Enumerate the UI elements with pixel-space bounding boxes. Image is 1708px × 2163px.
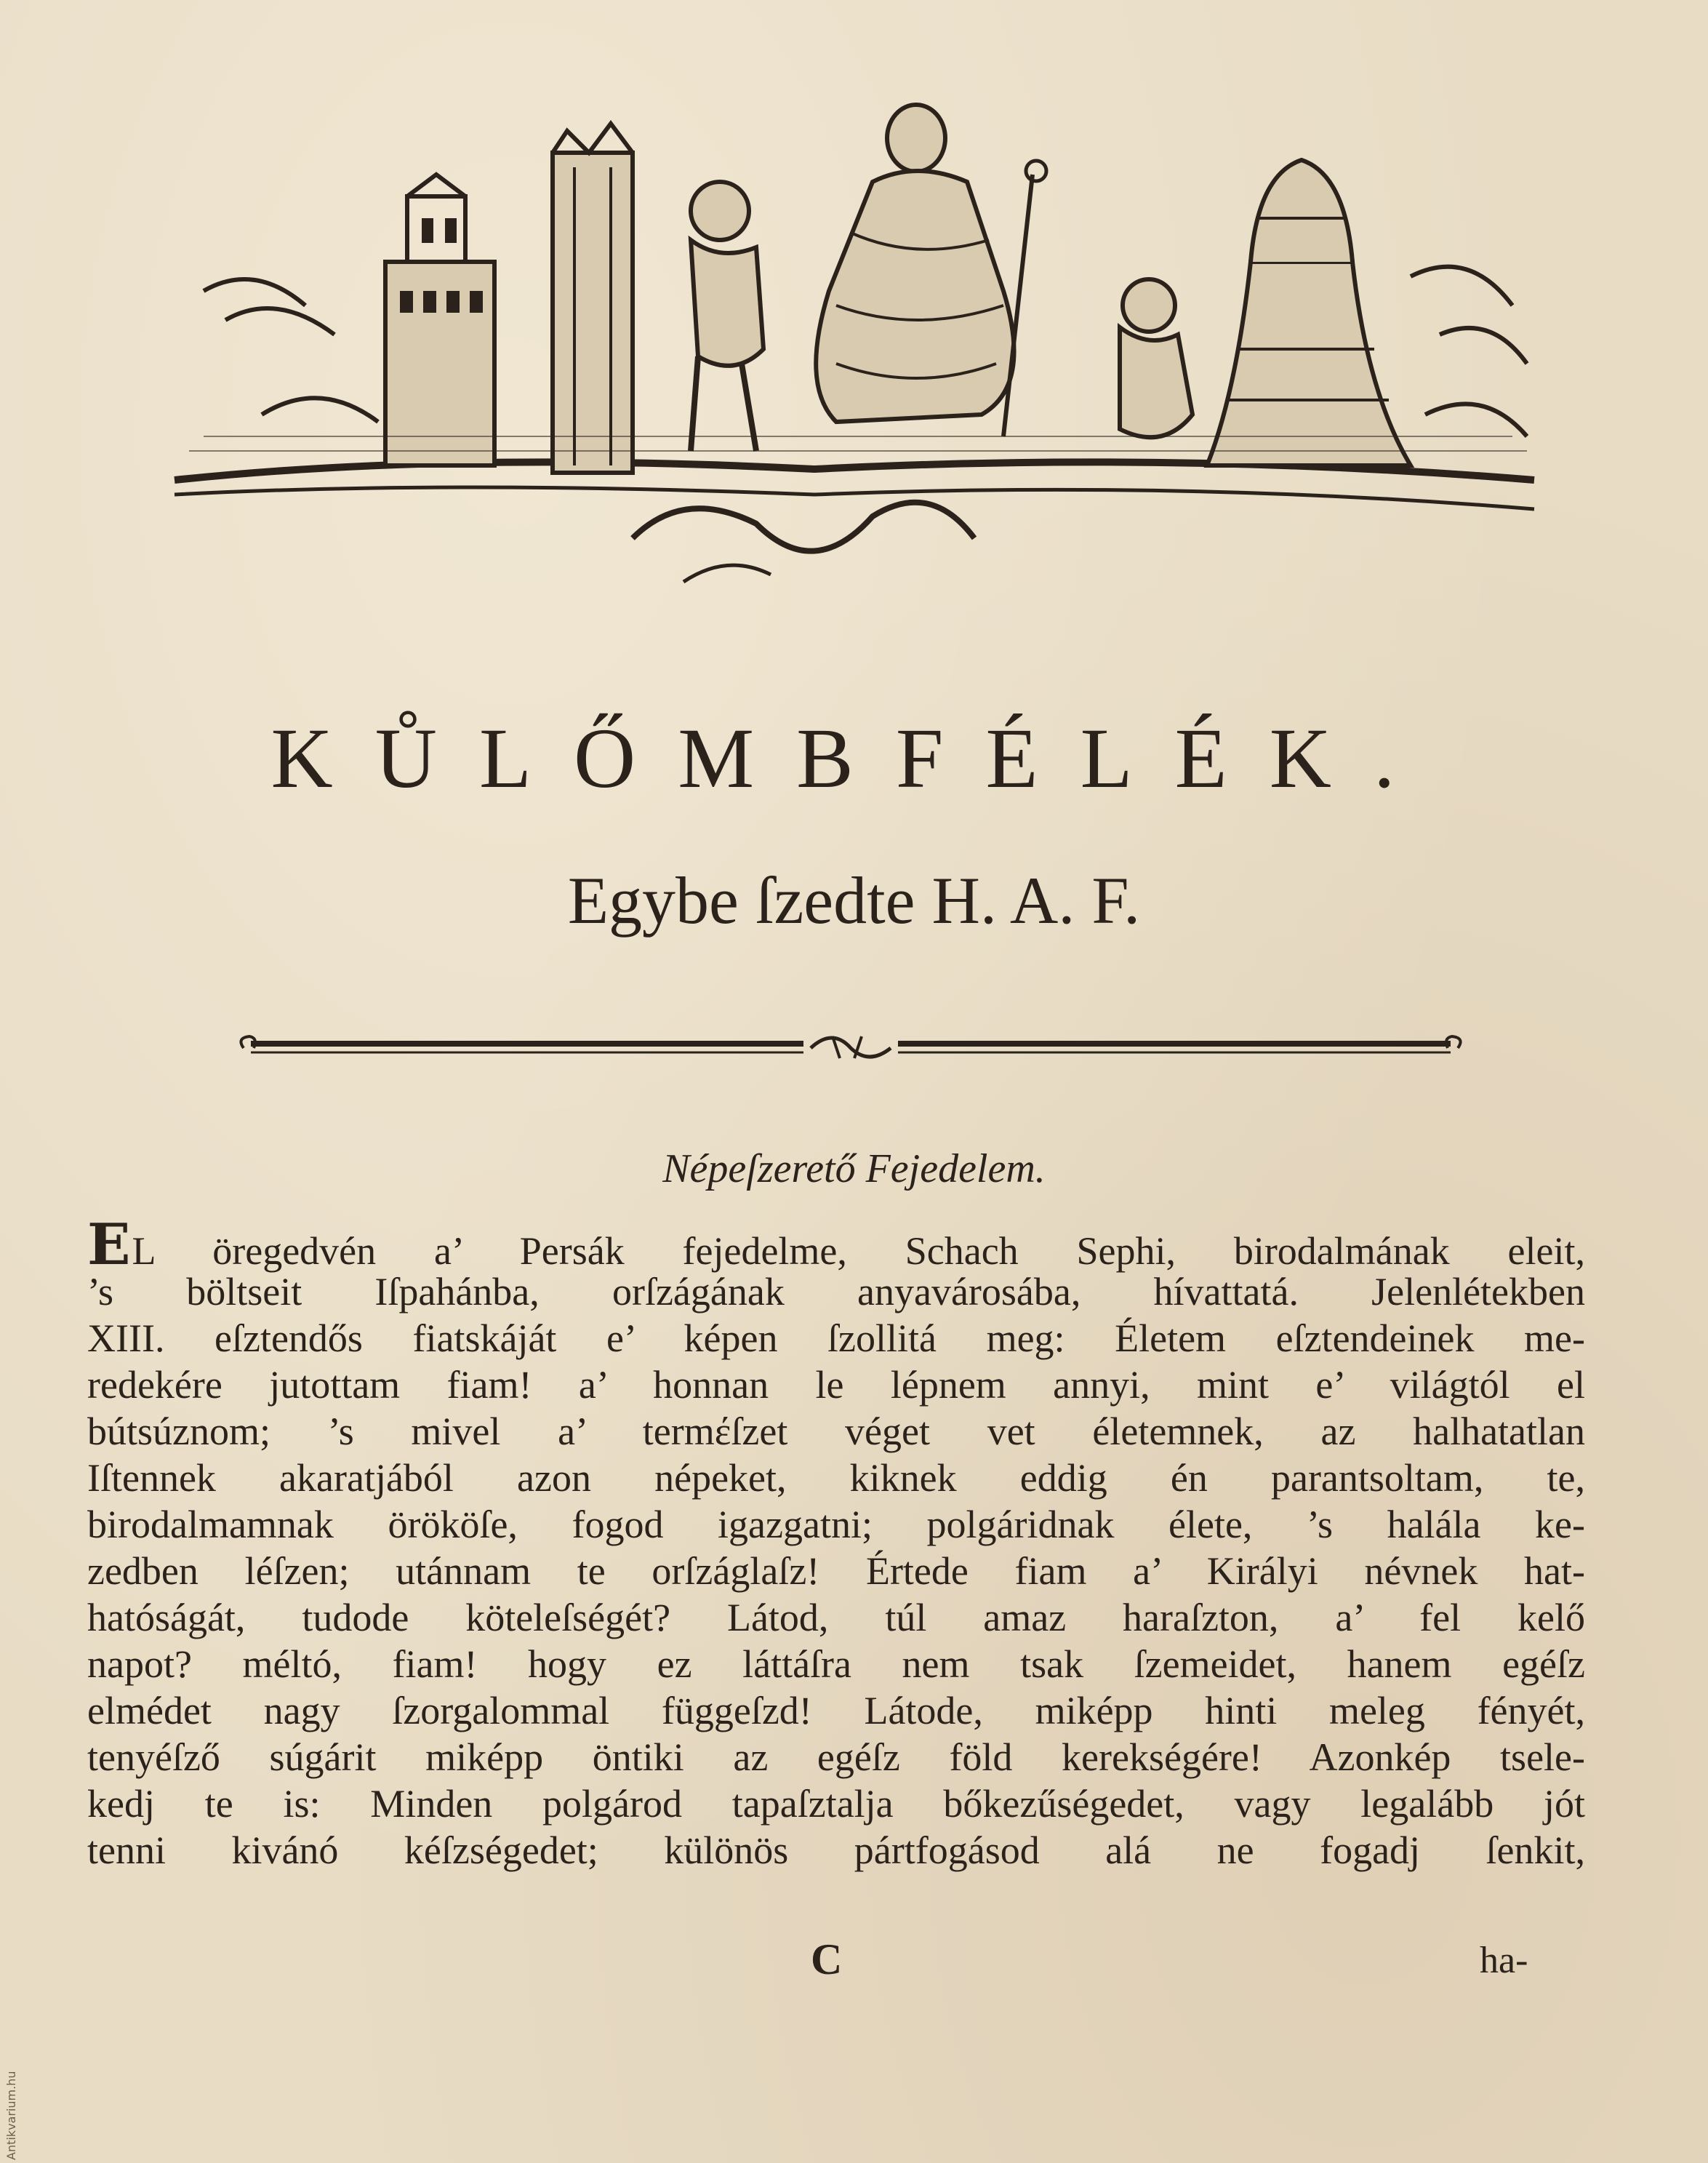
page-title: KŮLŐMBFÉLÉK. bbox=[270, 711, 1438, 806]
body-line: bútsúznom; ’s mivel a’ termέſzet véget vet életemnek, az halhatatlan bbox=[87, 1410, 1585, 1453]
catchword: ha- bbox=[1480, 1940, 1528, 1981]
body-line: tenyéſző súgárit miképp öntiki az egéſz föld kerekségére! Azonkép tsele- bbox=[87, 1735, 1585, 1779]
body-line: kedj te is: Minden polgárod tapaſztalja bőkezűségedet, vagy legalább jót bbox=[87, 1782, 1585, 1826]
body-line: elmédet nagy ſzorgalommal függeſzd! Látode, miképp hinti meleg fényét, bbox=[87, 1689, 1585, 1732]
watermark: Antikvarium.hu bbox=[4, 2071, 18, 2160]
ornamental-rule bbox=[236, 1022, 1465, 1065]
body-line: zedben léſzen; utánnam te orſzáglaſz! Értede fiam a’ Királyi névnek hat- bbox=[87, 1549, 1585, 1593]
body-line: birodalmamnak örököſe, fogod igazgatni; polgáridnak élete, ’s halála ke- bbox=[87, 1503, 1585, 1546]
body-line: XIII. eſztendős fiatskáját e’ képen ſzollitá meg: Életem eſztendeinek me- bbox=[87, 1316, 1585, 1360]
body-line: napot? méltó, fiam! hogy ez láttáſra nem tsak ſzemeidet, hanem egéſz bbox=[87, 1642, 1585, 1686]
body-line: Iſtennek akaratjából azon népeket, kiknek eddig én parantsoltam, te, bbox=[87, 1456, 1585, 1500]
body-line: tenni kivánó kéſzségedet; különös pártfogásod alá ne fogadj ſenkit, bbox=[87, 1828, 1585, 1872]
body-text bbox=[87, 1212, 1585, 1874]
body-line: ’s böltseit Iſpahánba, orſzágának anyavárosába, hívattatá. Jelenlétekben bbox=[87, 1270, 1585, 1314]
body-line: EL öregedvén a’ Persák fejedelme, Schach Sephi, birodalmának eleit, bbox=[87, 1212, 1585, 1278]
drop-cap: E bbox=[87, 1212, 132, 1278]
page-subtitle: Egybe ſzedte H. A. F. bbox=[567, 863, 1141, 937]
signature-mark: C bbox=[811, 1935, 843, 1983]
section-heading: Népeſzerető Fejedelem. bbox=[662, 1146, 1046, 1191]
body-line: hatóságát, tudode köteleſségét? Látod, túl amaz haraſzton, a’ fel kelő bbox=[87, 1596, 1585, 1639]
body-line: redekére jutottam fiam! a’ honnan le lépnem annyi, mint e’ világtól el bbox=[87, 1363, 1585, 1407]
page-footer bbox=[0, 1935, 1708, 1993]
woodcut-vignette bbox=[160, 73, 1549, 596]
